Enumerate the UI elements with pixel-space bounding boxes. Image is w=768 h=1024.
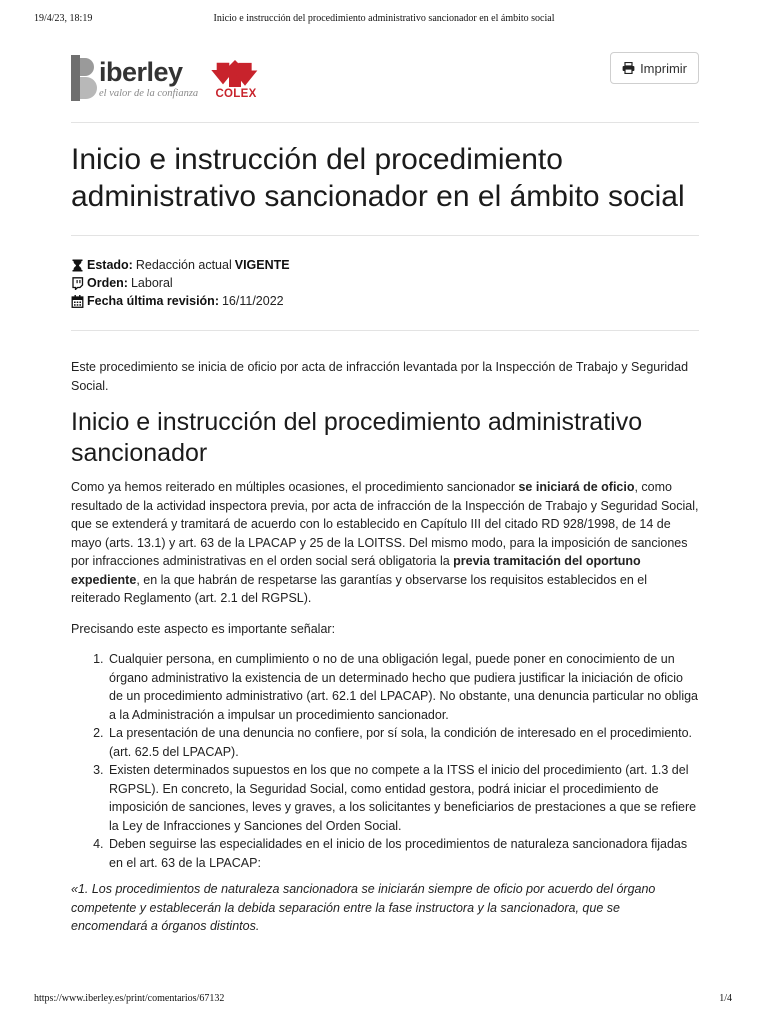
list-item: 4. Deben seguirse las especialidades en el inicio de los procedimientos de naturaleza sancionadora fijadas en el art. 63 de la LPACAP: <box>107 835 699 872</box>
meta-estado-value: Redacción actual <box>135 258 232 272</box>
hourglass-icon <box>71 259 84 272</box>
meta-fecha-value: 16/11/2022 <box>221 294 284 308</box>
print-button-label: Imprimir <box>640 60 687 76</box>
article-intro: Este procedimiento se inicia de oficio por acta de infracción levantada por la Inspección de Trabajo y Seguridad Social. <box>71 360 689 393</box>
meta-orden-value: Laboral <box>130 276 173 290</box>
meta-estado-label: Estado: <box>87 258 133 272</box>
brand-tagline: el valor de la confianza <box>99 88 199 99</box>
meta-orden-label: Orden: <box>87 276 128 290</box>
colex-logo <box>210 59 260 105</box>
article-meta <box>71 236 699 331</box>
iberley-logo[interactable] <box>71 55 271 105</box>
section-title: Inicio e instrucción del procedimiento administrativo sancionador <box>71 408 643 467</box>
paragraph-2: Precisando este aspecto es importante señalar: <box>71 621 336 636</box>
colex-arrows-icon <box>210 59 260 89</box>
meta-estado-status: VIGENTE <box>234 258 290 272</box>
legal-quote: «1. Los procedimientos de naturaleza sancionadora se iniciarán siempre de oficio por acuerdo del órgano competente y establecerán la debida separación entre la fase instructora y la sancionadora, que se encomendará a órganos distintos. <box>71 882 656 933</box>
points-list <box>71 650 699 872</box>
iberley-b-mark-icon <box>71 55 97 101</box>
printer-icon <box>622 62 635 74</box>
meta-orden <box>71 274 699 292</box>
brand-name: iberley <box>99 57 183 87</box>
chat-bubble-icon <box>71 277 84 290</box>
list-item: 2. La presentación de una denuncia no confiere, por sí sola, la condición de interesado en el procedimiento. (art. 62.5 del LPACAP). <box>107 724 699 761</box>
p1-emphasis-oficio: se iniciará de oficio <box>518 480 635 494</box>
meta-estado <box>71 256 699 274</box>
top-bar <box>71 50 699 123</box>
list-item: 3. Existen determinados supuestos en los que no compete a la ITSS el inicio del procedimiento (art. 1.3 del RGPSL). En concreto, la Seguridad Social, como entidad gestora, podrá iniciar el procedimiento de imposición de sanciones, leves y graves, a los solicitantes y beneficiarios de prestaciones a que se refiere la Ley de Infracciones y Sanciones del Orden Social. <box>107 761 699 835</box>
paragraph-1 <box>71 478 699 608</box>
p1-emphasis-expediente: previa tramitación del oportuno expediente <box>71 554 641 587</box>
print-page-title: Inicio e instrucción del procedimiento administrativo sancionador en el ámbito social <box>213 13 555 24</box>
print-datetime: 19/4/23, 18:19 <box>34 13 93 24</box>
page-content <box>71 50 699 936</box>
print-button[interactable] <box>610 52 699 84</box>
meta-fecha <box>71 292 699 310</box>
print-page-number: 1/4 <box>719 993 732 1004</box>
partner-name: COLEX <box>215 88 257 100</box>
article-title: Inicio e instrucción del procedimiento administrativo sancionador en el ámbito social <box>71 123 699 236</box>
list-item: 1. Cualquier persona, en cumplimiento o no de una obligación legal, puede poner en conocimiento de un órgano administrativo la existencia de un determinado hecho que pudiera justificar la iniciación de oficio de un procedimiento administrativo (art. 62.1 del LPACAP). No obstante, una denuncia particular no obliga a la Administración a impulsar un procedimiento sancionador. <box>107 650 699 724</box>
calendar-icon <box>71 295 84 308</box>
meta-fecha-label: Fecha última revisión: <box>87 294 219 308</box>
p1-part-a: Como ya hemos reiterado en múltiples ocasiones, el procedimiento sancionador <box>71 480 519 494</box>
p1-part-c: , como resultado de la actividad inspectora previa, por acta de infracción de la Inspección de Trabajo y Seguridad Social, que se extenderá y tramitará de acuerdo con lo establecido en Capítulo III del citado RD 928/1998, de 14 de mayo (arts. 13.1) y art. 63 de la LPACAP y 25 de la LOITSS. Del mismo modo, para la imposición de sanciones por infracciones administrativas en el orden social será obligatoria la <box>71 480 699 568</box>
print-url: https://www.iberley.es/print/comentarios/67132 <box>34 993 225 1004</box>
p1-part-e: , en la que habrán de respetarse las garantías y observarse los requisitos establecidos en el reiterado Reglamento (art. 2.1 del RGPSL). <box>71 572 648 605</box>
